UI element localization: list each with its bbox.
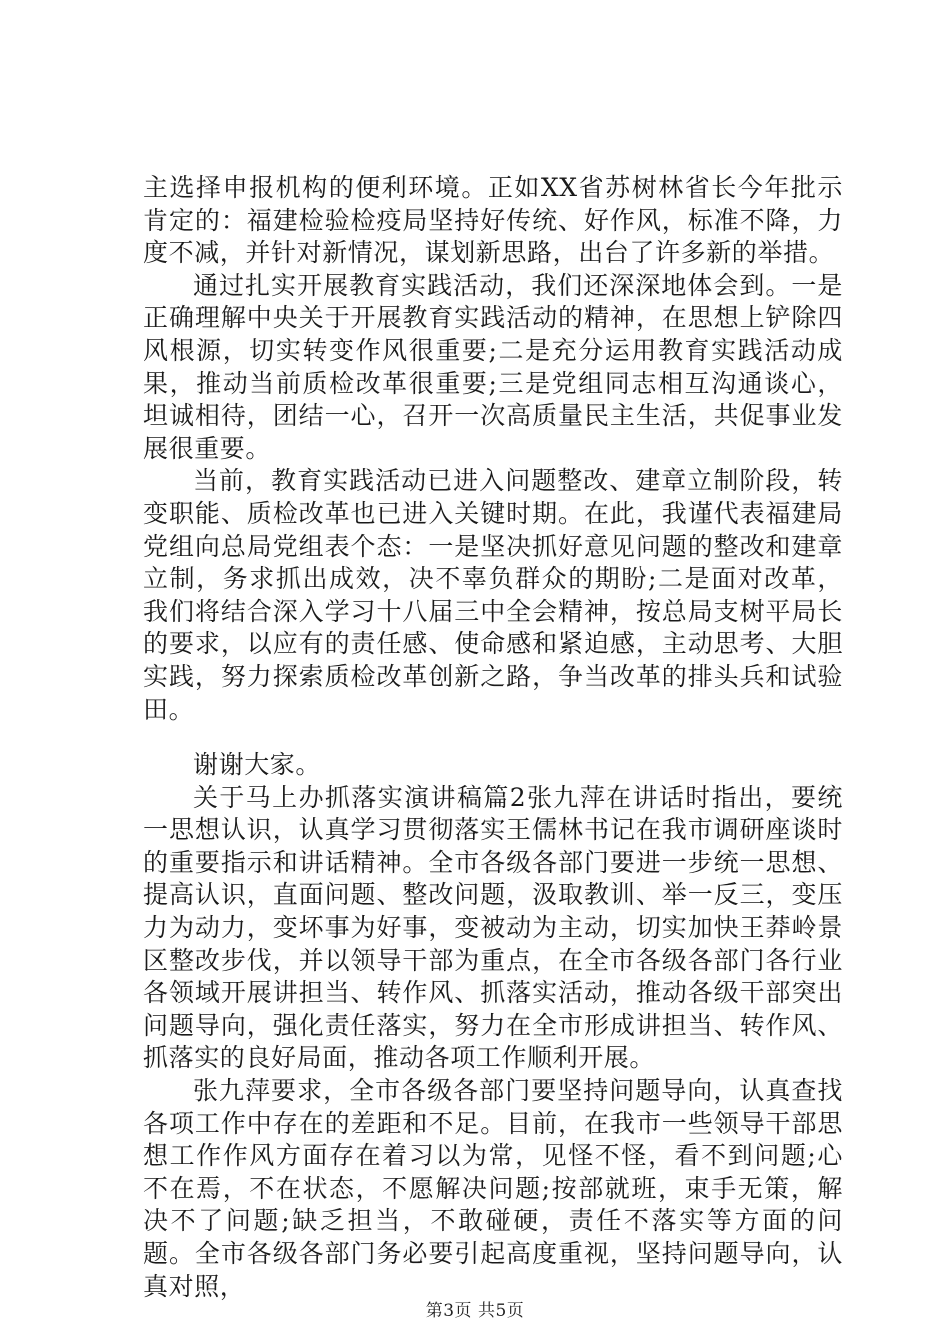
document-body bbox=[143, 172, 843, 1303]
paragraph-practice-experience: 通过扎实开展教育实践活动，我们还深深地体会到。一是正确理解中央关于开展教育实践活动的精神，在思想上铲除四风根源，切实转变作风很重要;二是充分运用教育实践活动成果，推动当前质检改革很重要;三是党组同志相互沟通谈心，坦诚相待，团结一心，召开一次高质量民主生活，共促事业发展很重要。 bbox=[143, 270, 843, 463]
paragraph-requirements: 张九萍要求，全市各级各部门要坚持问题导向，认真查找各项工作中存在的差距和不足。目前，在我市一些领导干部思想工作作风方面存在着习以为常，见怪不怪，看不到问题;心不在焉，不在状态，不愿解决问题;按部就班，束手无策，解决不了问题;缺乏担当，不敢碰硬，责任不落实等方面的问题。全市各级各部门务必要引起高度重视，坚持问题导向，认真对照， bbox=[143, 1076, 843, 1301]
paragraph-current-stage: 当前，教育实践活动已进入问题整改、建章立制阶段，转变职能、质检改革也已进入关键时期。在此，我谨代表福建局党组向总局党组表个态：一是坚决抓好意见问题的整改和建章立制，务求抓出成效，决不辜负群众的期盼;二是面对改革，我们将结合深入学习十八届三中全会精神，按总局支树平局长的要求，以应有的责任感、使命感和紧迫感，主动思考、大胆实践，努力探索质检改革创新之路，争当改革的排头兵和试验田。 bbox=[143, 466, 843, 724]
paragraph-speech-article-2: 关于马上办抓落实演讲稿篇2张九萍在讲话时指出，要统一思想认识，认真学习贯彻落实王儒林书记在我市调研座谈时的重要指示和讲话精神。全市各级各部门要进一步统一思想、提高认识，直面问题、整改问题，汲取教训、举一反三，变压力为动力，变坏事为好事，变被动为主动，切实加快王莽岭景区整改步伐，并以领导干部为重点，在全市各级各部门各行业各领域开展讲担当、转作风、抓落实活动，推动各级干部突出问题导向，强化责任落实，努力在全市形成讲担当、转作风、抓落实的良好局面，推动各项工作顺利开展。 bbox=[143, 782, 843, 1073]
page-number-footer: 第3页 共5页 bbox=[425, 1301, 525, 1321]
paragraph-continuation: 主选择申报机构的便利环境。正如XX省苏树林省长今年批示肯定的：福建检验检疫局坚持好传统、好作风，标准不降，力度不减，并针对新情况，谋划新思路，出台了许多新的举措。 bbox=[143, 173, 843, 268]
paragraph-thanks: 谢谢大家。 bbox=[193, 750, 322, 780]
